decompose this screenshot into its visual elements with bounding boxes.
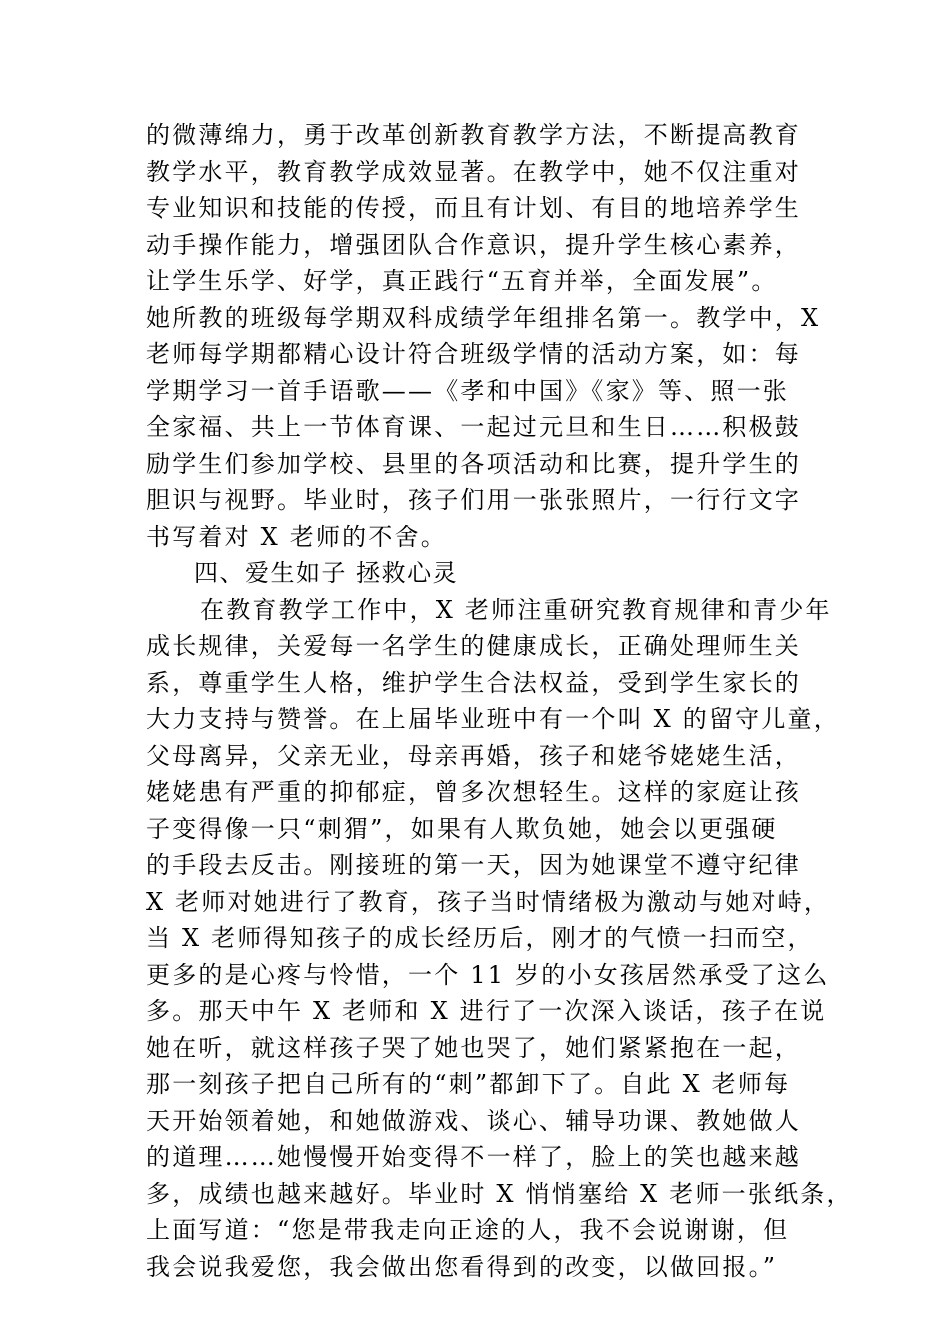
paragraph-line: 胆识与视野。毕业时，孩子们用一张张照片，一行行文字 (146, 486, 801, 514)
section-heading: 四、爱生如子 拯救心灵 (194, 559, 459, 587)
paragraph-line: 成长规律，关爱每一名学生的健康成长，正确处理师生关 (146, 632, 801, 660)
paragraph-line: 动手操作能力，增强团队合作意识，提升学生核心素养， (146, 230, 801, 259)
paragraph-line: 的手段去反击。刚接班的第一天，因为她课堂不遵守纪律 (146, 851, 801, 879)
paragraph-line: 老师每学期都精心设计符合班级学情的活动方案，如：每 (146, 340, 801, 368)
paragraph-line: 上面写道：“您是带我走向正途的人，我不会说谢谢，但 (146, 1216, 790, 1244)
paragraph-line: 更多的是心疼与怜惜，一个 11 岁的小女孩居然承受了这么 (146, 960, 830, 989)
paragraph-line: 当 X 老师得知孩子的成长经历后，刚才的气愤一扫而空， (146, 924, 814, 952)
body-text (146, 117, 853, 1285)
paragraph-line: 全家福、共上一节体育课、一起过元旦和生日……积极鼓 (146, 413, 801, 441)
paragraph-line: 姥姥患有严重的抑郁症，曾多次想轻生。这样的家庭让孩 (146, 778, 801, 806)
paragraph-line: 大力支持与赞誉。在上届毕业班中有一个叫 X 的留守儿童， (146, 705, 840, 733)
paragraph-line: 她所教的班级每学期双科成绩学年组排名第一。教学中，X (146, 303, 821, 332)
paragraph-line: 子变得像一只“刺猬”，如果有人欺负她，她会以更强硬 (146, 814, 778, 843)
paragraph-line: 教学水平，教育教学成效显著。在教学中，她不仅注重对 (146, 157, 801, 186)
paragraph-line: 的微薄绵力，勇于改革创新教育教学方法，不断提高教育 (146, 121, 801, 149)
paragraph-line: 我会说我爱您，我会做出您看得到的改变，以做回报。” (146, 1252, 778, 1281)
paragraph-line: 学期学习一首手语歌——《孝和中国》《家》等、照一张 (146, 376, 789, 405)
paragraph-line: 系，尊重学生人格，维护学生合法权益，受到学生家长的 (146, 668, 801, 697)
paragraph-line: 那一刻孩子把自己所有的“刺”都卸下了。自此 X 老师每 (146, 1070, 791, 1098)
paragraph-line: 的道理……她慢慢开始变得不一样了，脸上的笑也越来越 (146, 1143, 801, 1171)
paragraph-line: 专业知识和技能的传授，而且有计划、有目的地培养学生 (146, 194, 801, 222)
paragraph-line: 让学生乐学、好学，真正践行“五育并举，全面发展”。 (146, 267, 778, 295)
paragraph-line: X 老师对她进行了教育，孩子当时情绪极为激动与她对峙， (146, 887, 831, 916)
paragraph-line: 在教育教学工作中，X 老师注重研究教育规律和青少年 (200, 595, 832, 624)
paragraph-line: 励学生们参加学校、县里的各项活动和比赛，提升学生的 (146, 449, 801, 478)
paragraph-line: 父母离异，父亲无业，母亲再婚，孩子和姥爷姥姥生活， (146, 741, 801, 770)
paragraph-line: 天开始领着她，和她做游戏、谈心、辅导功课、教她做人 (146, 1106, 801, 1135)
paragraph-line: 书写着对 X 老师的不舍。 (146, 522, 447, 551)
paragraph-line: 多。那天中午 X 老师和 X 进行了一次深入谈话，孩子在说 (146, 997, 827, 1025)
paragraph-line: 多，成绩也越来越好。毕业时 X 悄悄塞给 X 老师一张纸条， (146, 1179, 853, 1208)
paragraph-line: 她在听，就这样孩子哭了她也哭了，她们紧紧抱在一起， (146, 1033, 801, 1062)
